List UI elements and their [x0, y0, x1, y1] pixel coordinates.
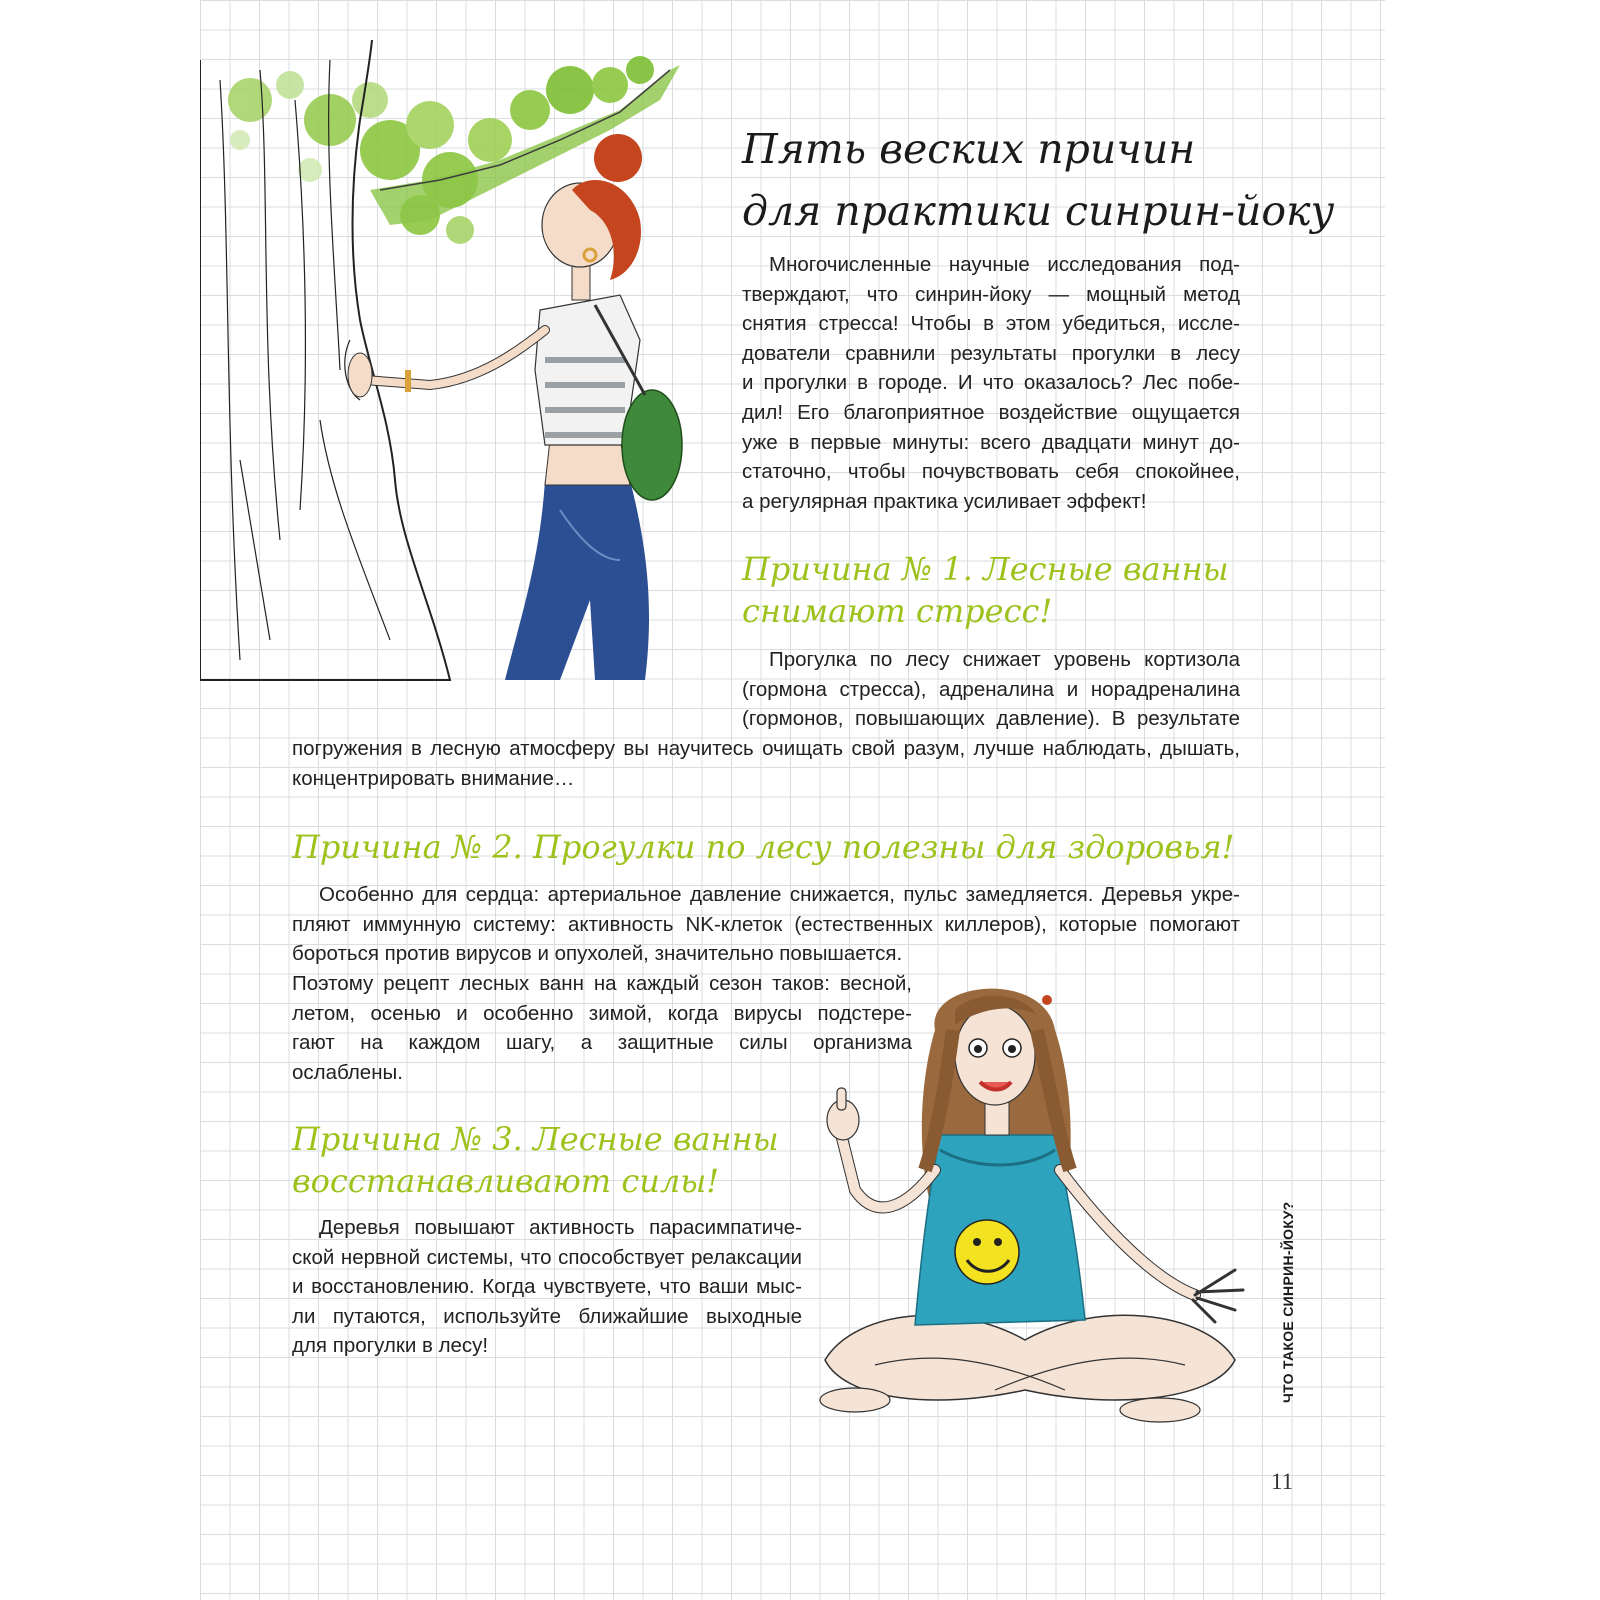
reason-1-heading [742, 548, 1229, 632]
reason-3-heading [292, 1118, 779, 1202]
intro-line: Многочисленные научные исследования под- [769, 253, 1240, 276]
intro-line: и прогулки в городе. И что оказалось? Лес побе- [742, 371, 1240, 395]
reason-line: ослаблены. [292, 1060, 403, 1084]
reason-2-text-top [292, 880, 1240, 969]
heading-line: Причина № 2. Прогулки по лесу полезны для здоровья! [292, 828, 1235, 866]
heading-line: снимают стресс! [742, 592, 1053, 630]
reason-line: гают на каждом шагу, а защитные силы организма [292, 1031, 912, 1055]
intro-line: статочно, чтобы почувствовать себя спокойнее, [742, 460, 1240, 484]
reason-line: ской нервной системы, что способствует релаксации [292, 1245, 802, 1269]
heading-line: Причина № 1. Лесные ванны [742, 550, 1229, 588]
reason-line: для прогулки в лесу! [292, 1334, 489, 1358]
reason-line: Поэтому рецепт лесных ванн на каждый сезон таков: весной, [292, 972, 912, 995]
intro-paragraph [742, 250, 1240, 516]
intro-line: дователи сравнили результаты прогулки в лесу [742, 341, 1240, 365]
reason-line: погружения в лесную атмосферу вы научитесь очищать свой разум, лучше наблюдать, дышать, [292, 737, 1240, 760]
intro-line: снятия стресса! Чтобы в этом убедиться, иссле- [742, 312, 1240, 336]
reason-1-text-bottom [292, 734, 1240, 793]
reason-3-text [292, 1213, 802, 1361]
tree-woman-illustration [200, 40, 710, 690]
intro-line: дил! Его благоприятное воздействие ощущается [742, 400, 1240, 424]
reason-line: Особенно для сердца: артериальное давление снижается, пульс замедляется. Деревья укре- [319, 883, 1240, 906]
reason-line: (гормонов, повышающих давление). В результате [742, 707, 1240, 731]
page-title [742, 118, 1335, 242]
intro-line: а регулярная практика усиливает эффект! [742, 489, 1147, 513]
reason-line: концентрировать внимание… [292, 766, 575, 790]
page-number: 11 [1271, 1469, 1294, 1494]
intro-line: уже в первые минуты: всего двадцати минут до- [742, 430, 1240, 454]
reason-line: пляют иммунную систему: активность NK-клеток (естественных киллеров), которые помогают [292, 912, 1240, 936]
section-side-label: ЧТО ТАКОЕ СИНРИН-ЙОКУ? [1280, 1201, 1296, 1403]
intro-line: тверждают, что синрин-йоку — мощный метод [742, 282, 1240, 306]
reason-line: Деревья повышают активность парасимпатиче- [319, 1216, 802, 1239]
heading-line: восстанавливают силы! [292, 1162, 720, 1200]
reason-line: ли путаются, используйте ближайшие выходные [292, 1304, 802, 1328]
reason-line: (гормона стресса), адреналина и норадреналина [742, 677, 1240, 701]
reason-line: бороться против вирусов и опухолей, значительно повышается. [292, 942, 903, 966]
reason-line: летом, осенью и особенно зимой, когда вирусы подстере- [292, 1001, 912, 1025]
reason-line: и восстановлению. Когда чувствуете, что ваши мыс- [292, 1275, 802, 1299]
reason-2-heading [292, 826, 1234, 868]
title-line-1: Пять веских причин [742, 125, 1196, 173]
meditating-woman-illustration [815, 970, 1265, 1440]
heading-line: Причина № 3. Лесные ванны [292, 1120, 779, 1158]
reason-1-text-top [742, 645, 1240, 734]
title-line-2: для практики синрин-йоку [742, 187, 1335, 235]
reason-line: Прогулка по лесу снижает уровень кортизола [769, 648, 1240, 671]
